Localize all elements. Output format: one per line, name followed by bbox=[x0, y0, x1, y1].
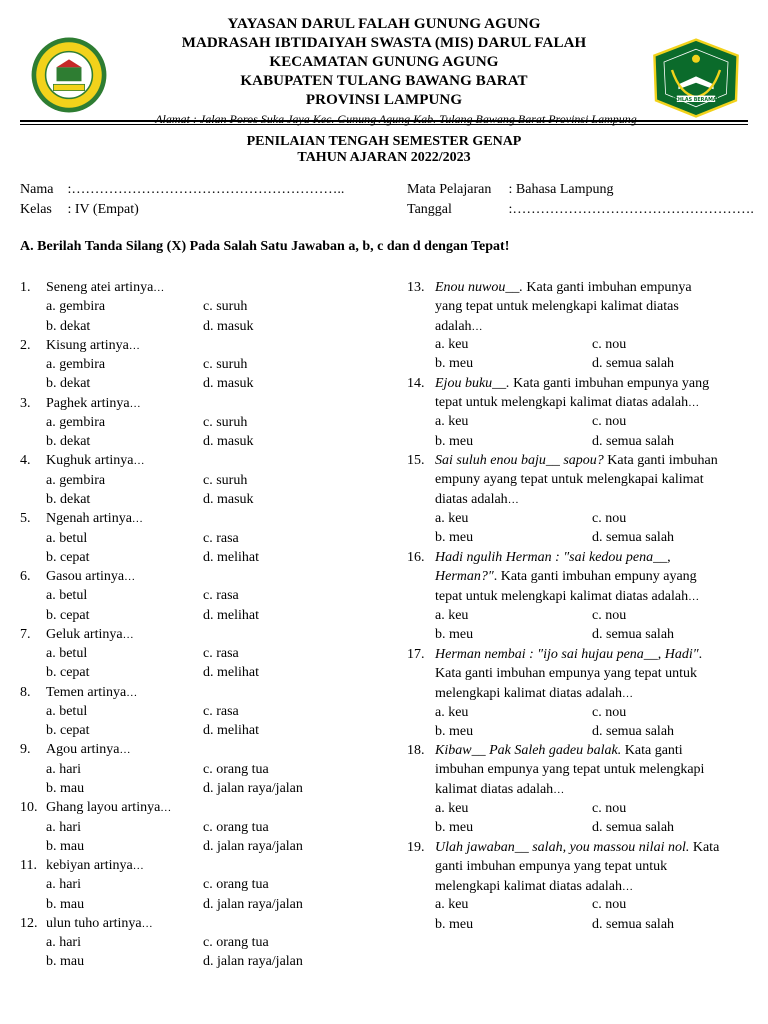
option-b[interactable]: b. dekat bbox=[46, 318, 91, 334]
option-c[interactable]: c. suruh bbox=[203, 357, 248, 373]
option-c[interactable]: c. nou bbox=[592, 705, 627, 720]
question-text: tepat untuk melengkapi kalimat diatas adalah bbox=[435, 588, 689, 604]
question-text: kalimat diatas adalah bbox=[435, 781, 554, 797]
question-number: 8. bbox=[20, 684, 31, 700]
question-text: imbuhan empunya yang tepat untuk melengkapi bbox=[435, 762, 705, 778]
option-b[interactable]: b. cepat bbox=[46, 723, 90, 739]
option-b[interactable]: b. dekat bbox=[46, 376, 91, 392]
option-a[interactable]: a. betul bbox=[46, 588, 88, 604]
ellipsis: … bbox=[471, 320, 484, 333]
province-name: PROVINSI LAMPUNG bbox=[305, 92, 463, 108]
exam-title-line1: PENILAIAN TENGAH SEMESTER GENAP bbox=[246, 134, 522, 149]
letterhead bbox=[0, 15, 768, 127]
question-number: 16. bbox=[407, 550, 425, 565]
ellipsis: … bbox=[122, 628, 135, 641]
question-text: empuny ayang tepat untuk melengkapai kalimat bbox=[435, 472, 704, 488]
question-number: 14. bbox=[407, 376, 425, 391]
nama-label: Nama bbox=[20, 182, 54, 197]
question-sentence: Herman nembai : ″ijo sai hujau pena__, Hadi″ bbox=[435, 647, 699, 662]
option-b[interactable]: b. cepat bbox=[46, 549, 90, 565]
question-number: 15. bbox=[407, 453, 425, 468]
tanggal-field[interactable]: :……………………………………………. bbox=[508, 202, 754, 217]
question-text: melengkapi kalimat diatas adalah bbox=[435, 878, 622, 894]
question-text: Gasou artinya bbox=[46, 569, 125, 584]
question-text: Temen artinya bbox=[46, 684, 127, 700]
question-sentence: Hadi ngulih Herman : ″sai kedou pena__, bbox=[435, 550, 671, 565]
tanggal-label: Tanggal bbox=[407, 202, 452, 217]
nama-row bbox=[20, 181, 344, 199]
foundation-name: YAYASAN DARUL FALAH GUNUNG AGUNG bbox=[227, 16, 541, 32]
option-d[interactable]: d. semua salah bbox=[592, 627, 675, 642]
section-a-instruction: A. Berilah Tanda Silang (X) Pada Salah Satu Jawaban a, b, c dan d dengan Tepat! bbox=[20, 239, 510, 254]
option-b[interactable]: b. mau bbox=[46, 781, 85, 796]
question-number: 19. bbox=[407, 840, 425, 855]
district-name: KECAMATAN GUNUNG AGUNG bbox=[269, 54, 499, 70]
mapel-row bbox=[407, 181, 613, 199]
ellipsis: … bbox=[119, 744, 132, 757]
option-d[interactable]: d. melihat bbox=[203, 607, 259, 623]
ellipsis: … bbox=[553, 783, 566, 796]
question-number: 7. bbox=[20, 626, 31, 642]
question-text: ganti imbuhan empunya yang tepat untuk bbox=[435, 859, 668, 875]
question-sentence: Kibaw__ Pak Saleh gadeu balak. bbox=[435, 743, 622, 758]
exam-title-line2: TAHUN AJARAN 2022/2023 bbox=[297, 150, 471, 165]
option-b[interactable]: b. meu bbox=[435, 917, 474, 932]
question-text: Kata bbox=[689, 840, 720, 855]
option-c[interactable]: c. suruh bbox=[203, 299, 248, 315]
ellipsis: … bbox=[621, 687, 634, 700]
option-d[interactable]: d. masuk bbox=[203, 434, 254, 450]
ellipsis: … bbox=[688, 397, 701, 410]
question-text: tepat untuk melengkapi kalimat diatas adalah bbox=[435, 395, 689, 411]
option-c[interactable]: c. orang tua bbox=[203, 819, 269, 835]
question-text: Seneng atei artinya bbox=[46, 280, 154, 295]
school-address: Alamat : Jalan Poros Suka Jaya Kec. Gunung Agung Kab. Tulang Bawang Barat Provinsi Lampung bbox=[155, 112, 637, 126]
option-c[interactable]: c. nou bbox=[592, 337, 627, 352]
option-c[interactable]: c. suruh bbox=[203, 414, 248, 430]
question-number: 9. bbox=[20, 742, 31, 758]
option-a[interactable]: a. gembira bbox=[46, 472, 106, 488]
ellipsis: … bbox=[131, 513, 144, 526]
option-b[interactable]: b. mau bbox=[46, 896, 85, 912]
regency-name: KABUPATEN TULANG BAWANG BARAT bbox=[240, 73, 528, 89]
question-number: 17. bbox=[407, 647, 425, 662]
option-d[interactable]: d. jalan raya/jalan bbox=[203, 954, 303, 970]
mapel-value: : Bahasa Lampung bbox=[508, 182, 614, 197]
question-number: 2. bbox=[20, 337, 31, 353]
ellipsis: … bbox=[160, 802, 173, 815]
option-c[interactable]: c. rasa bbox=[203, 530, 239, 546]
ellipsis: … bbox=[507, 493, 520, 506]
option-d[interactable]: d. masuk bbox=[203, 376, 254, 392]
option-c[interactable]: c. rasa bbox=[203, 588, 239, 604]
question-number: 13. bbox=[407, 280, 425, 295]
question-number: 4. bbox=[20, 453, 31, 469]
option-b[interactable]: b. meu bbox=[435, 356, 474, 371]
school-name: MADRASAH IBTIDAIYAH SWASTA (MIS) DARUL FALAH bbox=[181, 35, 587, 51]
question-number: 12. bbox=[20, 915, 38, 931]
header-divider bbox=[20, 120, 748, 122]
option-b[interactable]: b. meu bbox=[435, 434, 474, 449]
logo-motto: IKHLAS BERAMAL bbox=[672, 98, 720, 104]
question-text: Ngenah artinya bbox=[46, 511, 132, 527]
question-sentence: Ejou buku__. bbox=[435, 376, 510, 391]
option-b[interactable]: b. meu bbox=[435, 820, 474, 835]
question-text: Kata ganti bbox=[621, 743, 683, 758]
option-d[interactable]: d. masuk bbox=[203, 318, 254, 334]
tanggal-row bbox=[407, 201, 754, 219]
ellipsis: … bbox=[141, 917, 154, 930]
kelas-row bbox=[20, 201, 139, 219]
nama-field[interactable]: :………………………………………………….. bbox=[67, 182, 345, 197]
option-b[interactable]: b. dekat bbox=[46, 434, 91, 450]
option-a[interactable]: a. betul bbox=[46, 703, 88, 719]
option-a[interactable]: a. betul bbox=[46, 530, 88, 546]
ellipsis: … bbox=[129, 397, 142, 410]
ellipsis: … bbox=[126, 686, 139, 699]
option-b[interactable]: b. cepat bbox=[46, 665, 90, 681]
ellipsis: … bbox=[153, 282, 166, 294]
option-b[interactable]: b. meu bbox=[435, 724, 474, 739]
option-a[interactable]: a. hari bbox=[46, 877, 81, 893]
option-a[interactable]: a. keu bbox=[435, 608, 469, 623]
ellipsis: … bbox=[133, 455, 146, 468]
question-text: ulun tuho artinya bbox=[46, 915, 142, 931]
option-c[interactable]: c. orang tua bbox=[203, 877, 269, 893]
option-c[interactable]: c. rasa bbox=[203, 646, 239, 662]
option-d[interactable]: d. jalan raya/jalan bbox=[203, 781, 303, 796]
question-text: Kata ganti imbuhan empunya yang tepat untuk bbox=[435, 666, 698, 682]
header-divider-thin bbox=[20, 124, 748, 125]
option-a[interactable]: a. hari bbox=[46, 761, 81, 777]
option-b[interactable]: b. dekat bbox=[46, 492, 91, 507]
question-sentence: Enou nuwou__. bbox=[435, 280, 523, 295]
question-text: adalah bbox=[435, 318, 472, 334]
exam-title bbox=[0, 134, 768, 166]
kelas-label: Kelas bbox=[20, 202, 52, 217]
option-c[interactable]: c. nou bbox=[592, 608, 627, 623]
option-d[interactable]: d. melihat bbox=[203, 665, 259, 681]
ellipsis: … bbox=[132, 860, 145, 872]
option-c[interactable]: c. orang tua bbox=[203, 935, 269, 951]
question-text: . bbox=[698, 647, 703, 662]
question-text: Kata ganti imbuhan empunya yang bbox=[509, 376, 710, 391]
option-a[interactable]: a. gembira bbox=[46, 357, 106, 373]
ellipsis: … bbox=[621, 880, 634, 893]
question-text: Agou artinya bbox=[46, 742, 120, 758]
option-d[interactable]: d. melihat bbox=[203, 549, 259, 565]
option-a[interactable]: a. hari bbox=[46, 819, 81, 835]
option-c[interactable]: c. nou bbox=[592, 511, 627, 526]
option-a[interactable]: a. betul bbox=[46, 646, 88, 662]
option-d[interactable]: d. semua salah bbox=[592, 724, 675, 739]
option-a[interactable]: a. keu bbox=[435, 414, 469, 429]
option-a[interactable]: a. keu bbox=[435, 705, 469, 720]
option-c[interactable]: c. nou bbox=[592, 801, 627, 816]
option-b[interactable]: b. mau bbox=[46, 838, 85, 854]
question-number: 6. bbox=[20, 569, 31, 584]
question-text: Kughuk artinya bbox=[46, 453, 134, 469]
question-number: 11. bbox=[20, 858, 37, 873]
question-text: Kata ganti imbuhan bbox=[603, 453, 718, 468]
question-number: 10. bbox=[20, 800, 38, 816]
question-text: Geluk artinya bbox=[46, 626, 123, 642]
question-sentence: Sai suluh enou baju__ sapou? bbox=[435, 453, 604, 468]
option-b[interactable]: b. mau bbox=[46, 954, 85, 970]
option-d[interactable]: d. jalan raya/jalan bbox=[203, 896, 303, 912]
ellipsis: … bbox=[688, 590, 701, 603]
option-c[interactable]: c. nou bbox=[592, 414, 627, 429]
option-d[interactable]: d. masuk bbox=[203, 492, 254, 507]
option-d[interactable]: d. semua salah bbox=[592, 820, 675, 835]
option-d[interactable]: d. melihat bbox=[203, 723, 259, 739]
option-d[interactable]: d. jalan raya/jalan bbox=[203, 838, 303, 854]
question-text: Kisung artinya bbox=[46, 337, 129, 353]
question-text: yang tepat untuk melengkapi kalimat diatas bbox=[435, 299, 679, 315]
question-text: Kata ganti imbuhan empunya bbox=[522, 280, 692, 295]
question-number: 18. bbox=[407, 743, 425, 758]
question-number: 5. bbox=[20, 511, 31, 527]
question-text: Paghek artinya bbox=[46, 395, 130, 411]
question-sentence: Ulah jawaban__ salah, you massou nilai nol. bbox=[435, 840, 690, 855]
option-a[interactable]: a. gembira bbox=[46, 414, 106, 430]
option-b[interactable]: b. meu bbox=[435, 627, 474, 642]
question-text: Ghang layou artinya bbox=[46, 800, 161, 816]
question-text: diatas adalah bbox=[435, 491, 508, 507]
option-d[interactable]: d. semua salah bbox=[592, 356, 675, 371]
option-a[interactable]: a. keu bbox=[435, 337, 469, 352]
question-text: . Kata ganti imbuhan empuny ayang bbox=[493, 569, 697, 585]
kelas-value: : IV (Empat) bbox=[67, 202, 139, 217]
mapel-label: Mata Pelajaran bbox=[407, 182, 492, 197]
question-number: 3. bbox=[20, 395, 31, 411]
question-text: melengkapi kalimat diatas adalah bbox=[435, 685, 622, 701]
option-d[interactable]: d. semua salah bbox=[592, 917, 675, 932]
question-text: kebiyan artinya bbox=[46, 858, 133, 873]
ellipsis: … bbox=[128, 339, 141, 352]
option-b[interactable]: b. meu bbox=[435, 530, 474, 545]
option-c[interactable]: c. rasa bbox=[203, 703, 239, 719]
option-a[interactable]: a. keu bbox=[435, 801, 469, 816]
option-d[interactable]: d. semua salah bbox=[592, 434, 675, 449]
option-a[interactable]: a. gembira bbox=[46, 299, 106, 315]
option-c[interactable]: c. suruh bbox=[203, 472, 248, 488]
option-a[interactable]: a. hari bbox=[46, 935, 81, 951]
option-a[interactable]: a. keu bbox=[435, 511, 469, 526]
question-number: 1. bbox=[20, 280, 31, 295]
option-c[interactable]: c. nou bbox=[592, 897, 627, 912]
ellipsis: … bbox=[124, 571, 137, 583]
option-a[interactable]: a. keu bbox=[435, 897, 469, 912]
option-c[interactable]: c. orang tua bbox=[203, 761, 269, 777]
option-d[interactable]: d. semua salah bbox=[592, 530, 675, 545]
question-sentence: Herman?″ bbox=[435, 569, 494, 585]
option-b[interactable]: b. cepat bbox=[46, 607, 90, 623]
